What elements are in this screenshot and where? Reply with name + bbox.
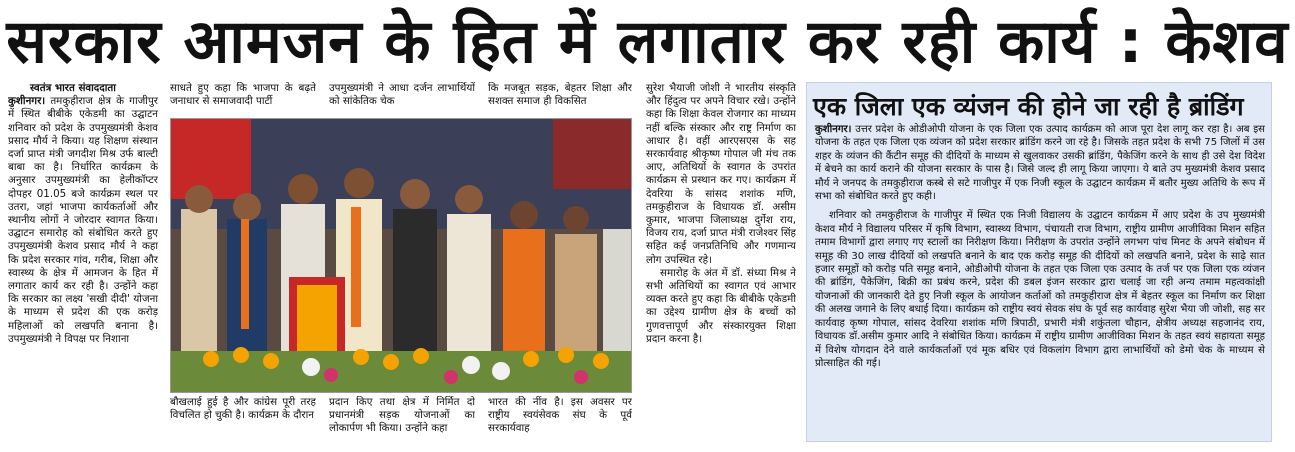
article-column-3-top bbox=[329, 82, 475, 112]
article-text: उत्तर प्रदेश के ओडीओपी योजना के एक जिला एक उत्पाद कार्यक्रम को आज पूरा देश लागू कर रहा है। अब इस योजना के तहत एक जिला एक व्यंजन को प्रदेश सरकार ब्रांडिंग करने जा रहे है। जिसके तहत प्रदेश के सभी 75 जिलों में उस शहर के व्यंजन की कैंटीन समूह की दीदियों के माध्यम से खुलवाकर उसकी ब्रांडिंग, पैकेजिंग करने के साथ ही उसे देश विदेश में बेचने का कार्य कराने की योजना सरकार के पास है। जिसे जल्द ही लागू किया जाएगा। ये बाते उप मुख्यमंत्री केशव प्रसाद मौर्य ने जनपद के तमकुहीराज कस्बे से सटे गाजीपुर में एक निजी स्कूल के उद्घाटन कार्यक्रम में बतौर मुख्य अतिथि के रूप में सभा को संबोधित करते हुए कही। bbox=[815, 124, 1265, 203]
article-column-3-bottom bbox=[329, 396, 475, 444]
article-text: उपमुख्यमंत्री ने आधा दर्जन लाभार्थियों को सांकेतिक चेक bbox=[329, 82, 475, 108]
headline: सरकार आमजन के हित में लगातार कर रही कार्य : केशव bbox=[6, 7, 1289, 77]
dateline-place: कुशीनगर। bbox=[8, 95, 46, 108]
article-column-1 bbox=[8, 82, 158, 444]
article-column-2-top bbox=[170, 82, 316, 112]
article-column-2-bottom bbox=[170, 396, 316, 444]
article-column-4-top bbox=[488, 82, 632, 112]
article-text: साधते हुए कहा कि भाजपा के बढ़ते जनाधार से समाजवादी पार्टी bbox=[170, 82, 316, 108]
article-text: सुरेश भैयाजी जोशी ने भारतीय संस्कृति और हिंदुत्व पर अपने विचार रखे। उन्होंने कहा कि शिक्षा केवल रोजगार का माध्यम नहीं बल्कि संस्कार और राष्ट्र निर्माण का आधार है। वहीं आरएसएस के सह सरकार्यवाह श्रीकृष्ण गोपाल जी मंच तक आए, अतिथियों के स्वागत के उपरांत कार्यक्रम से प्रस्थान कर गए। कार्यक्रम में देवरिया के सांसद शशांक मणि, तमकुहीराज के विधायक डॉ. असीम कुमार, भाजपा जिलाध्यक्ष दुर्गेश राय, विजय राय, दर्जा प्राप्त मंत्री राजेश्वर सिंह सहित कई जनप्रतिनिधि और गणमान्य लोग उपस्थित रहे। bbox=[646, 82, 796, 266]
sidebar-story-title: एक जिला एक व्यंजन की होने जा रही है ब्रांडिंग bbox=[813, 92, 1244, 121]
article-text: प्रदान किए तथा क्षेत्र में निर्मित दो प्रधानमंत्री सड़क योजनाओं का लोकार्पण भी किया। उन्होंने कहा bbox=[329, 396, 475, 435]
event-photo bbox=[170, 118, 632, 393]
article-text: शनिवार को तमकुहीराज के गाजीपुर में स्थित एक निजी विद्यालय के उद्घाटन कार्यक्रम में आए प्रदेश के उप मुख्यमंत्री केशव मौर्य ने विद्यालय परिसर में कृषि विभाग, स्वास्थ्य विभाग, पंचायती राज विभाग, राष्ट्रीय ग्रामीण आजीविका मिशन सहित तमाम विभागों द्वारा लगाए गए स्टालों का निरीक्षण किया। निरीक्षण के उपरांत उन्होंने लगभग पांच मिनट के अपने संबोधन में समूह की 30 लाख दीदियों को लखपति बनाने के बाद एक करोड़ समूह की दीदियों को लखपति बनाने, प्रदेश के साढ़े सात हजार समूहों को करोड़ पति समूह बनाने, ओडीओपी योजना के तहत एक जिला एक उत्पाद के तर्ज पर एक जिला एक व्यंजन की ब्रांडिंग, पैकेजिंग, बिक्री का प्रबंध करने, प्रदेश की डबल इंजन सरकार द्वारा चलाई जा रही अन्य तमाम महत्वकांक्षी योजनाओं की जानकारी देते हुए निजी स्कूल के आयोजन कर्ताओं को तमकुहीराज क्षेत्र में बेहतर स्कूल का निर्माण कर शिक्षा की अलख जगाने के लिए बधाई दिया। कार्यक्रम को राष्ट्रीय स्वयं सेवक संघ के पूर्व सह कार्यवाह सुरेश भैया जी जोशी, सह सर कार्यवाह कृष्ण गोपाल, सांसद देवरिया शशांक मणि त्रिपाठी, प्रभारी मंत्री शकुंतला चौहान, क्षेत्रीय अध्यक्ष सहजानंद राय, विधायक डॉ.असीम कुमार आदि ने संबोधित किया। कार्यक्रम में राष्ट्रीय ग्रामीण आजीविका मिशन के तहत स्वयं सहायता समूह में विशेष योगदान देने वाले कार्यकर्ताओं एवं मूक बधिर एवं विकलांग विभाग द्वारा लाभार्थियों को डेमो चेक के माध्यम से प्रोत्साहित की गई। bbox=[815, 210, 1265, 369]
article-column-5 bbox=[646, 82, 796, 444]
article-text: भारत की नींव है। इस अवसर पर राष्ट्रीय स्वयंसेवक संघ के पूर्व सरकार्यवाह bbox=[488, 396, 632, 435]
article-column-4-bottom bbox=[488, 396, 632, 444]
sidebar-story-box bbox=[806, 82, 1272, 442]
article-text: तमकुहीराज क्षेत्र के गाजीपुर में स्थित बीबीके एकेडमी का उद्घाटन शनिवार को प्रदेश के उपमुख्यमंत्री केशव प्रसाद मौर्य ने किया। यह शिक्षण संस्थान दर्जा प्राप्त मंत्री जगदीश मिश्र उर्फ बाल्टी बाबा का है। निर्धारित कार्यक्रम के अनुसार उपमुख्यमंत्री का हेलीकॉप्टर दोपहर 01.05 बजे कार्यक्रम स्थल पर उतरा, जहां भाजपा कार्यकर्ताओं और स्थानीय लोगों ने जोरदार स्वागत किया। उद्घाटन समारोह को संबोधित करते हुए उपमुख्यमंत्री केशव प्रसाद मौर्य ने कहा कि प्रदेश सरकार गांव, गरीब, शिक्षा और स्वास्थ्य के क्षेत्र में आमजन के हित में लगातार कार्य कर रही है। उन्होंने कहा कि सरकार का लक्ष्य 'सखी दीदी' योजना के माध्यम से प्रदेश की एक करोड़ महिलाओं को लखपति बनाना है। उपमुख्यमंत्री ने विपक्ष पर निशाना bbox=[8, 95, 158, 345]
event-photo-illustration bbox=[171, 119, 632, 393]
article-text: समारोह के अंत में डॉ. संध्या मिश्र ने सभी अतिथियों का स्वागत एवं आभार व्यक्त करते हुए कहा कि बीबीके एकेडमी का उद्देश्य ग्रामीण क्षेत्र के बच्चों को गुणवत्तापूर्ण और संस्कारयुक्त शिक्षा प्रदान करना है। bbox=[646, 266, 796, 345]
article-text: कि मजबूत सड़क, बेहतर शिक्षा और सशक्त समाज ही विकसित bbox=[488, 82, 632, 108]
dateline-place: कुशीनगर। bbox=[815, 124, 852, 135]
sidebar-story-body bbox=[815, 123, 1265, 376]
byline: स्वतंत्र भारत संवाददाता bbox=[30, 82, 116, 94]
article-text: बौखलाई हुई है और कांग्रेस पूरी तरह विचलित हो चुकी है। कार्यक्रम के दौरान bbox=[170, 396, 316, 422]
